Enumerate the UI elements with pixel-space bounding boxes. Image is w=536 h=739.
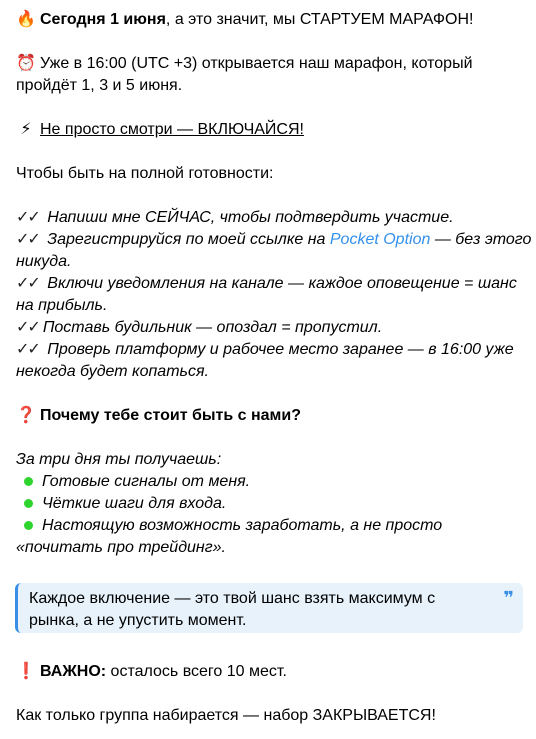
red-exclamation-icon: ❗: [16, 663, 36, 680]
benefit-text-3b: «почитать про трейдинг».: [16, 539, 226, 556]
intro-line: [16, 9, 473, 31]
red-question-icon: ❓: [16, 407, 36, 424]
quote-line-1: Каждое включение — это твой шанс взять максимум с: [29, 590, 436, 607]
schedule-text-2: пройдёт 1, 3 и 5 июня.: [16, 77, 183, 94]
checklist-text-3: Включи уведомления на канале — каждое оповещение = шанс: [47, 275, 517, 292]
benefits-intro: За три дня ты получаешь:: [16, 451, 222, 468]
checklist-text-2c: никуда.: [16, 253, 72, 270]
checklist-item-1: [16, 207, 454, 229]
green-circle-icon: [24, 477, 33, 486]
green-circle-icon: [24, 521, 33, 530]
important-rest: осталось всего 10 мест.: [106, 663, 287, 680]
pocket-option-link[interactable]: Pocket Option: [329, 231, 431, 248]
important-line: [16, 661, 287, 683]
call-line: [16, 119, 304, 141]
schedule-line-1: [16, 53, 473, 75]
double-check-icon: ✓✓: [16, 231, 39, 248]
schedule-text-1: Уже в 16:00 (UTC +3) открывается наш марафон, который: [40, 55, 473, 72]
quote-mark-icon: ❞: [503, 588, 514, 608]
benefit-text-3: Настоящую возможность заработать, а не просто: [42, 517, 443, 534]
schedule-line-2: [16, 75, 182, 97]
double-check-icon: ✓✓: [16, 341, 39, 358]
fire-icon: 🔥: [16, 11, 36, 28]
checklist-text-5: Проверь платформу и рабочее место заранее — в 16:00 уже: [47, 341, 514, 358]
double-check-icon: ✓✓: [16, 319, 39, 336]
quote-line-2: рынка, а не упустить момент.: [29, 612, 247, 629]
benefit-text-1: Готовые сигналы от меня.: [42, 473, 251, 490]
checklist-text-3b: на прибыль.: [16, 297, 108, 314]
intro-bold: Сегодня 1 июня: [40, 11, 166, 28]
alarm-clock-icon: ⏰: [16, 55, 36, 72]
double-check-icon: ✓✓: [16, 209, 39, 226]
quote-text: [29, 588, 435, 632]
closing-text: Как только группа набирается — набор ЗАКРЫВАЕТСЯ!: [16, 707, 436, 724]
why-text: Почему тебе стоит быть с нами?: [40, 407, 301, 424]
checklist-item-4: [16, 317, 382, 339]
checklist-item-5: [16, 339, 514, 361]
benefit-item-3: [16, 515, 442, 537]
double-check-icon: ✓✓: [16, 275, 39, 292]
checklist-text-5b: некогда будет копаться.: [16, 363, 209, 380]
checklist-text-1: Напиши мне СЕЙЧАС, чтобы подтвердить участие.: [47, 209, 454, 226]
checklist-text-2b: — без этого: [430, 231, 532, 248]
benefit-item-2: [16, 493, 226, 515]
why-heading: [16, 405, 301, 427]
checklist-item-3: [16, 273, 517, 295]
blockquote: [15, 583, 523, 633]
intro-rest: , а это значит, мы СТАРТУЕМ МАРАФОН!: [165, 11, 474, 28]
benefit-item-1: [16, 471, 250, 493]
important-bold: ВАЖНО:: [40, 663, 107, 680]
checklist-item-2: [16, 229, 531, 251]
checklist-text-2a: Зарегистрируйся по моей ссылке на: [47, 231, 330, 248]
ready-text: Чтобы быть на полной готовности:: [16, 165, 274, 182]
green-circle-icon: [24, 499, 33, 508]
call-text: Не просто смотри — ВКЛЮЧАЙСЯ!: [40, 121, 304, 138]
checklist-text-4: Поставь будильник — опоздал = пропустил.: [42, 319, 383, 336]
lightning-icon: ⚡: [20, 121, 32, 138]
benefit-text-2: Чёткие шаги для входа.: [42, 495, 227, 512]
